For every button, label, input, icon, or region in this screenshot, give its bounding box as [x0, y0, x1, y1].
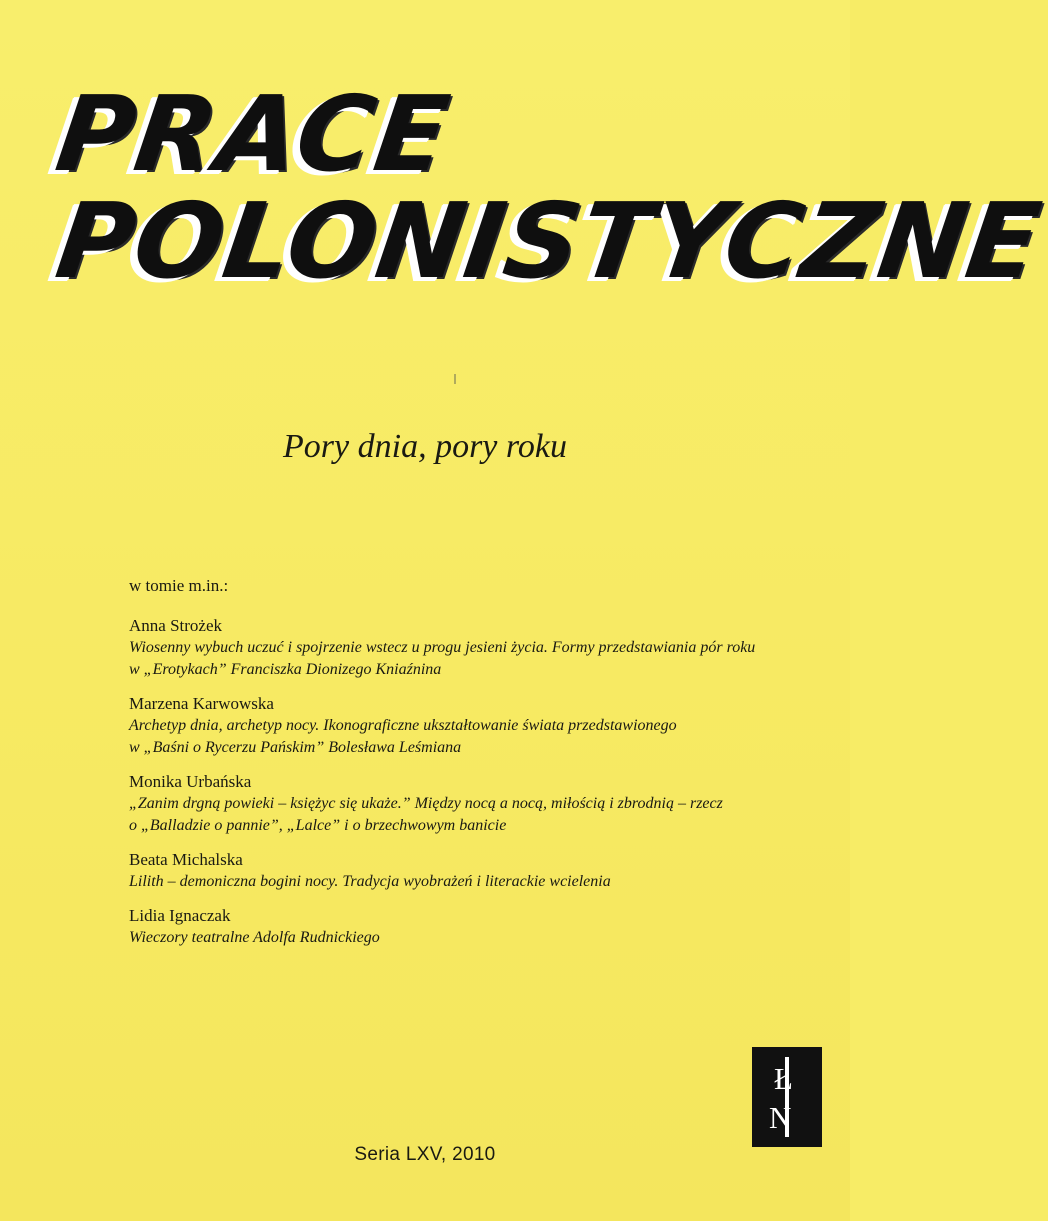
- entry-title: Archetyp dnia, archetyp nocy. Ikonograficzne ukształtowanie świata przedstawionego w „Baśni o Rycerzu Pańskim” Bolesława Leśmiana: [129, 717, 677, 756]
- journal-title-line-1: PRACE: [49, 73, 458, 195]
- contents-entry: [129, 615, 789, 681]
- table-of-contents: [129, 575, 789, 961]
- entry-author: Lidia Ignaczak: [129, 906, 231, 925]
- contents-entry: [129, 771, 789, 837]
- volume-theme: Pory dnia, pory roku: [283, 428, 567, 465]
- entry-title: „Zanim drgną powieki – księżyc się ukaże.” Między nocą a nocą, miłością i zbrodnią – rzecz o „Balladzie o pannie”, „Lalce” i o brzechwowym banicie: [129, 795, 723, 834]
- contents-entry: [129, 905, 789, 949]
- entry-author: Marzena Karwowska: [129, 694, 274, 713]
- contents-entry: [129, 849, 789, 893]
- entry-author: Beata Michalska: [129, 850, 243, 869]
- contents-intro: w tomie m.in.:: [129, 576, 229, 595]
- logo-letter-bottom: N: [769, 1100, 792, 1135]
- ltn-monogram-icon: [752, 1047, 822, 1147]
- entry-author: Monika Urbańska: [129, 772, 252, 791]
- contents-entry: [129, 693, 789, 759]
- entry-title: Lilith – demoniczna bogini nocy. Tradycja wyobrażeń i literackie wcielenia: [129, 873, 611, 890]
- journal-title-line-2: POLONISTYCZNE: [49, 180, 1048, 302]
- entry-title: Wieczory teatralne Adolfa Rudnickiego: [129, 929, 380, 946]
- logo-letter-top: Ł: [774, 1061, 793, 1096]
- print-speck: [454, 374, 456, 384]
- entry-author: Anna Strożek: [129, 616, 223, 635]
- entry-title: Wiosenny wybuch uczuć i spojrzenie wstecz u progu jesieni życia. Formy przedstawiania pór roku w „Erotykach” Franciszka Dionizego Kniaźnina: [129, 639, 756, 678]
- series-info: Seria LXV, 2010: [354, 1144, 496, 1165]
